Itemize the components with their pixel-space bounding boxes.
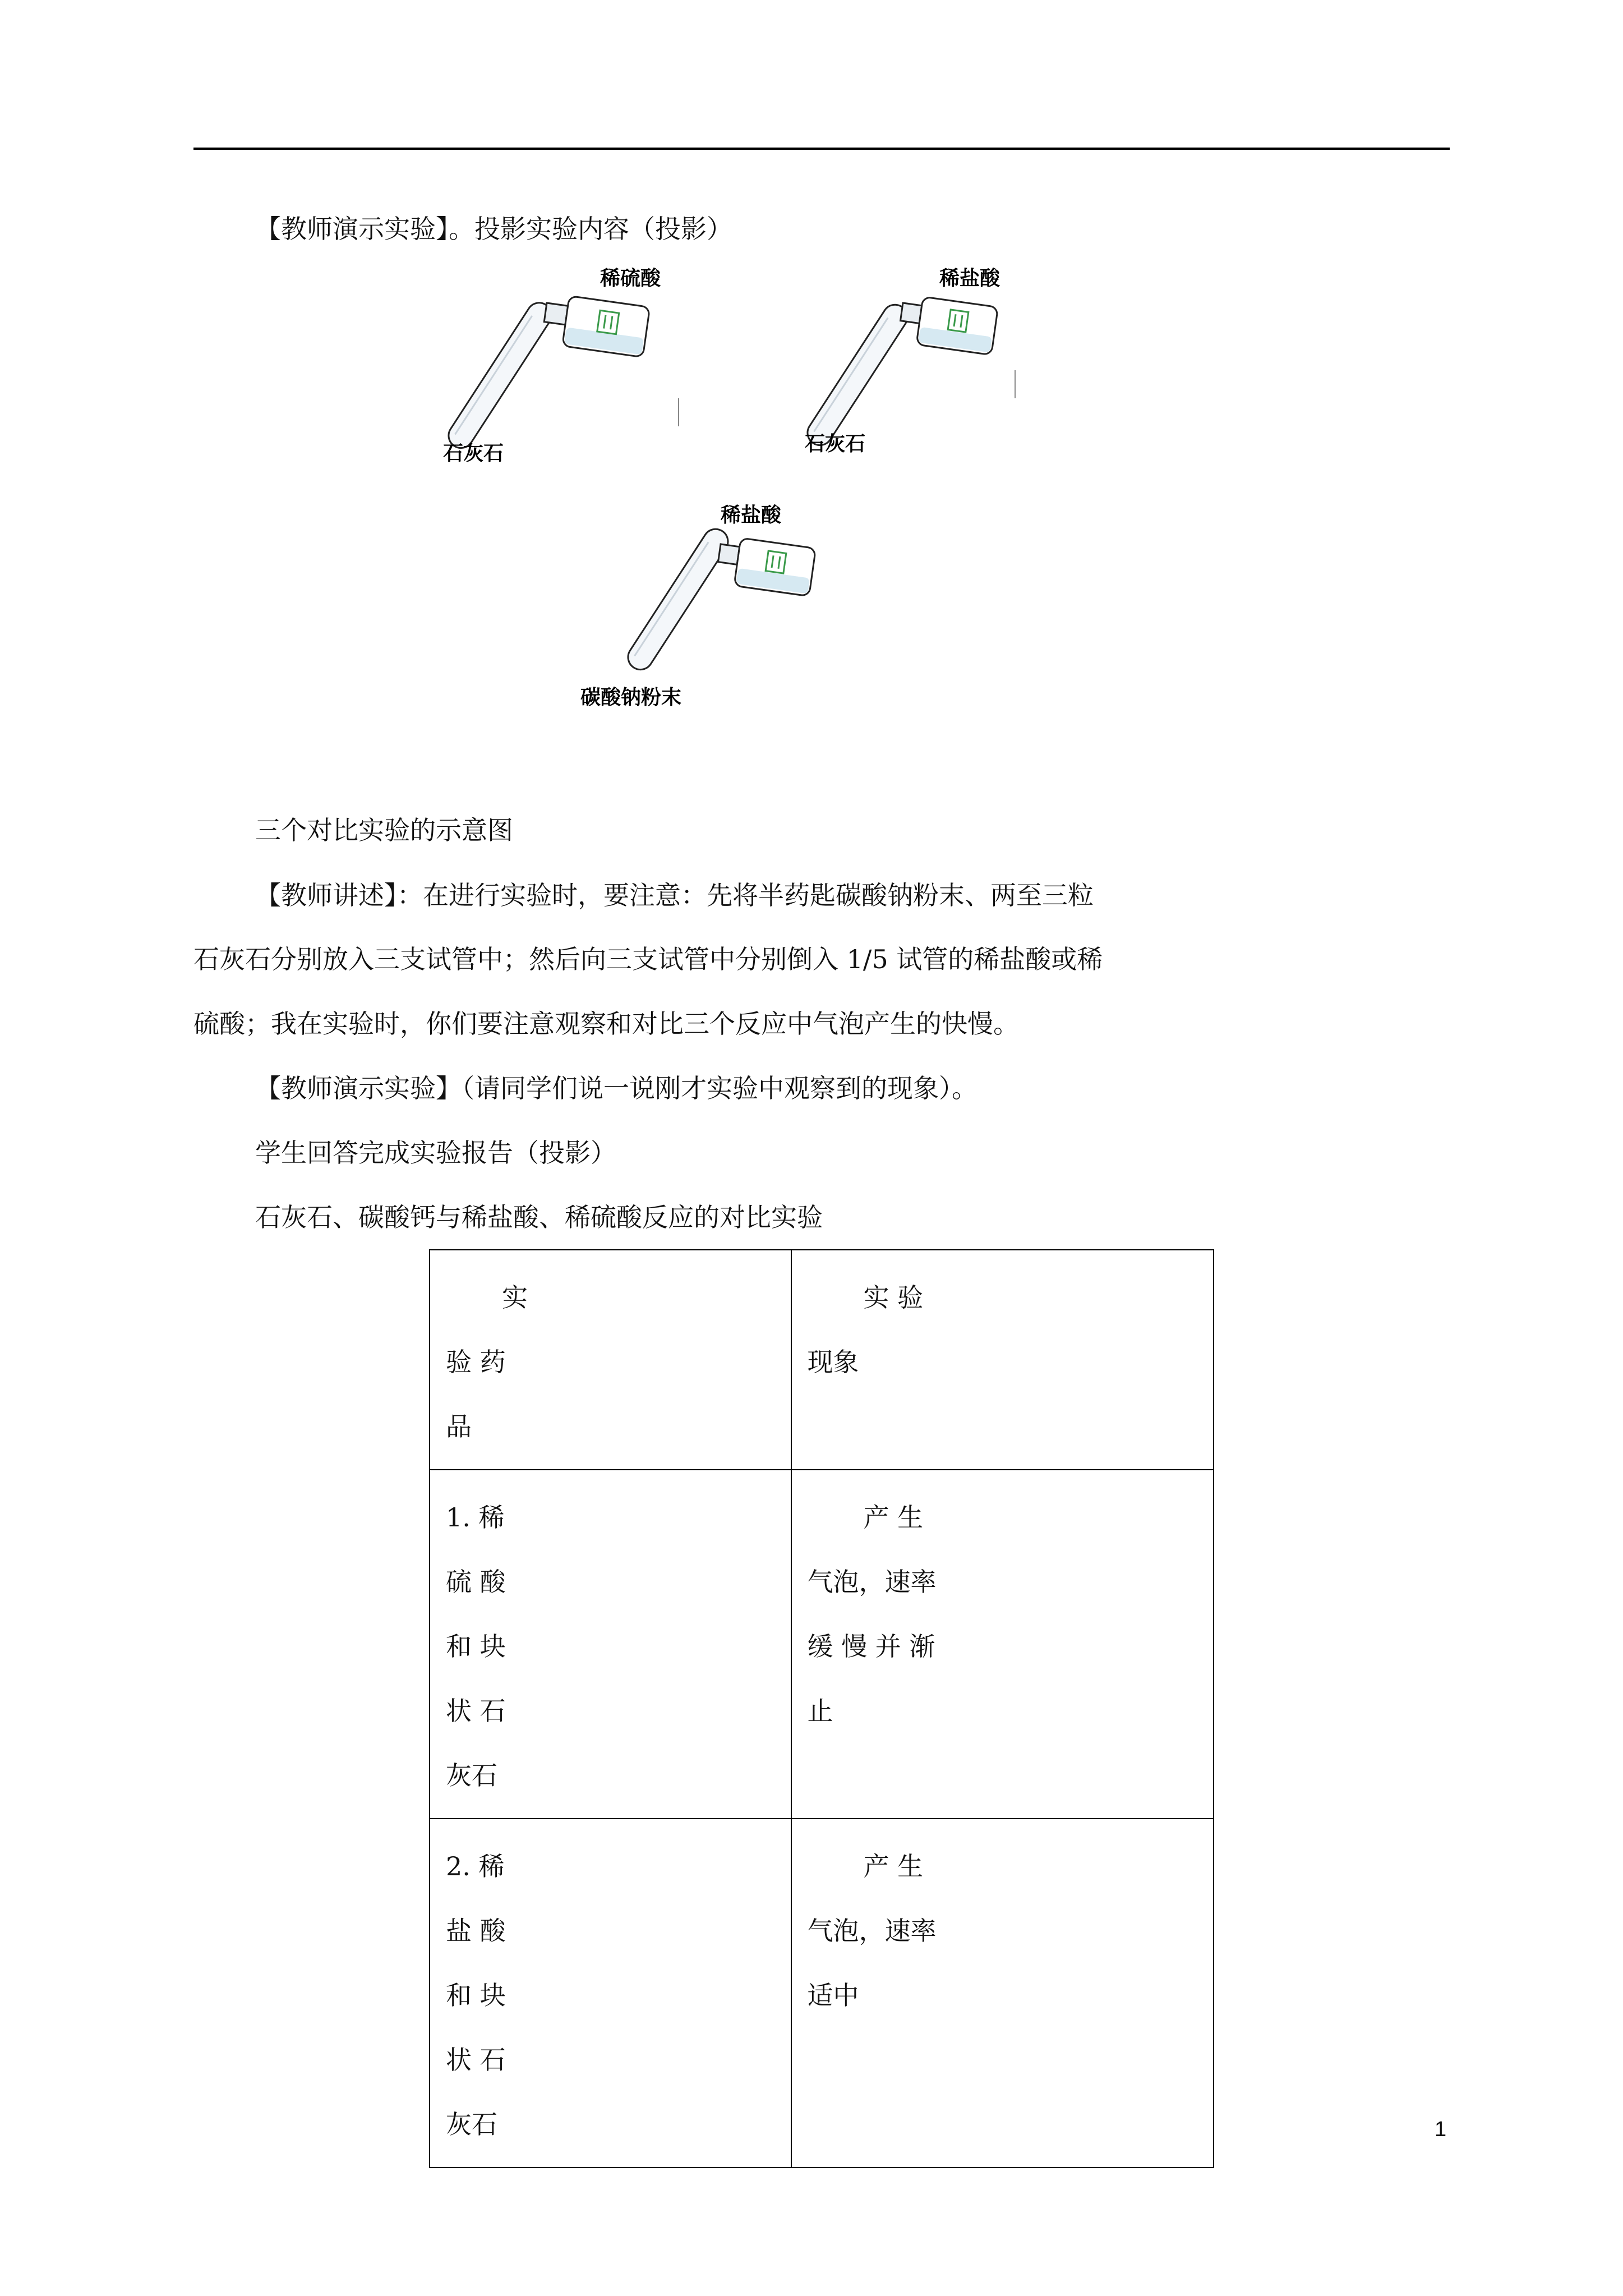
table-header-row xyxy=(430,1250,1214,1470)
cell-line: 缓 慢 并 渐 xyxy=(807,1631,935,1662)
drug-cell xyxy=(430,1819,791,2168)
drug-cell xyxy=(430,1470,791,1819)
lecture-paragraph-line-2: 石灰石分别放入三支试管中；然后向三支试管中分别倒入 1/5 试管的稀盐酸或稀 xyxy=(193,944,1103,974)
cell-line: 适中 xyxy=(807,1980,859,2010)
phenomenon-cell xyxy=(791,1470,1214,1819)
cell-line: 和 块 xyxy=(446,1631,506,1662)
page-number: 1 xyxy=(1435,2118,1447,2141)
cell-line: 1. 稀 xyxy=(446,1502,505,1533)
lecture-paragraph-line-1: 【教师讲述】：在进行实验时，要注意：先将半药匙碳酸钠粉末、两至三粒 xyxy=(255,880,1094,910)
table-row xyxy=(430,1819,1214,2168)
figure-2-solid-label: 石灰石 xyxy=(805,432,866,455)
phenomenon-cell xyxy=(791,1819,1214,2168)
cell-line: 状 石 xyxy=(446,1696,506,1726)
cell-line: 灰石 xyxy=(446,2109,497,2139)
figure-hydrochloric-acid-sodium-carbonate xyxy=(572,496,841,710)
header-rule xyxy=(193,148,1450,150)
student-report-paragraph: 学生回答完成实验报告（投影） xyxy=(255,1138,616,1168)
cell-line: 实 验 xyxy=(863,1282,924,1313)
cell-line: 和 块 xyxy=(446,1980,506,2010)
demo-heading: 【教师演示实验】。投影实验内容（投影） xyxy=(255,214,732,244)
table-row xyxy=(430,1470,1214,1819)
cell-line: 盐 酸 xyxy=(446,1916,506,1946)
cell-line: 2. 稀 xyxy=(446,1851,505,1881)
cell-line: 实 xyxy=(502,1282,528,1313)
figure-1-acid-label: 稀硫酸 xyxy=(600,267,661,290)
experiment-report-table xyxy=(429,1249,1214,2168)
cell-line: 品 xyxy=(446,1411,472,1442)
cell-line: 灰石 xyxy=(446,1760,497,1791)
cell-line: 验 药 xyxy=(446,1347,506,1377)
cell-line: 气泡，速率 xyxy=(807,1567,937,1597)
demo-again-paragraph: 【教师演示实验】（请同学们说一说刚才实验中观察到的现象）。 xyxy=(255,1073,978,1103)
figure-caption: 三个对比实验的示意图 xyxy=(255,815,513,845)
figure-1-solid-label: 石灰石 xyxy=(443,442,504,465)
cell-line: 产 生 xyxy=(863,1502,924,1533)
table-title: 石灰石、碳酸钙与稀盐酸、稀硫酸反应的对比实验 xyxy=(255,1202,823,1232)
cell-line: 气泡，速率 xyxy=(807,1916,937,1946)
header-phenomenon-cell xyxy=(791,1250,1214,1470)
figure-3-solid-label: 碳酸钠粉末 xyxy=(580,686,682,709)
cell-line: 现象 xyxy=(807,1347,859,1377)
header-drug-cell xyxy=(430,1250,791,1470)
figure-sulfuric-acid-limestone xyxy=(432,264,695,466)
figure-3-acid-label: 稀盐酸 xyxy=(721,504,782,527)
figure-hydrochloric-acid-limestone xyxy=(796,264,1032,466)
cell-line: 产 生 xyxy=(863,1851,924,1881)
cell-line: 止 xyxy=(807,1696,833,1726)
cell-line: 状 石 xyxy=(446,2045,506,2075)
cell-line: 硫 酸 xyxy=(446,1567,506,1597)
lecture-paragraph-line-3: 硫酸；我在实验时，你们要注意观察和对比三个反应中气泡产生的快慢。 xyxy=(193,1009,1019,1039)
figure-2-acid-label: 稀盐酸 xyxy=(939,267,1000,290)
